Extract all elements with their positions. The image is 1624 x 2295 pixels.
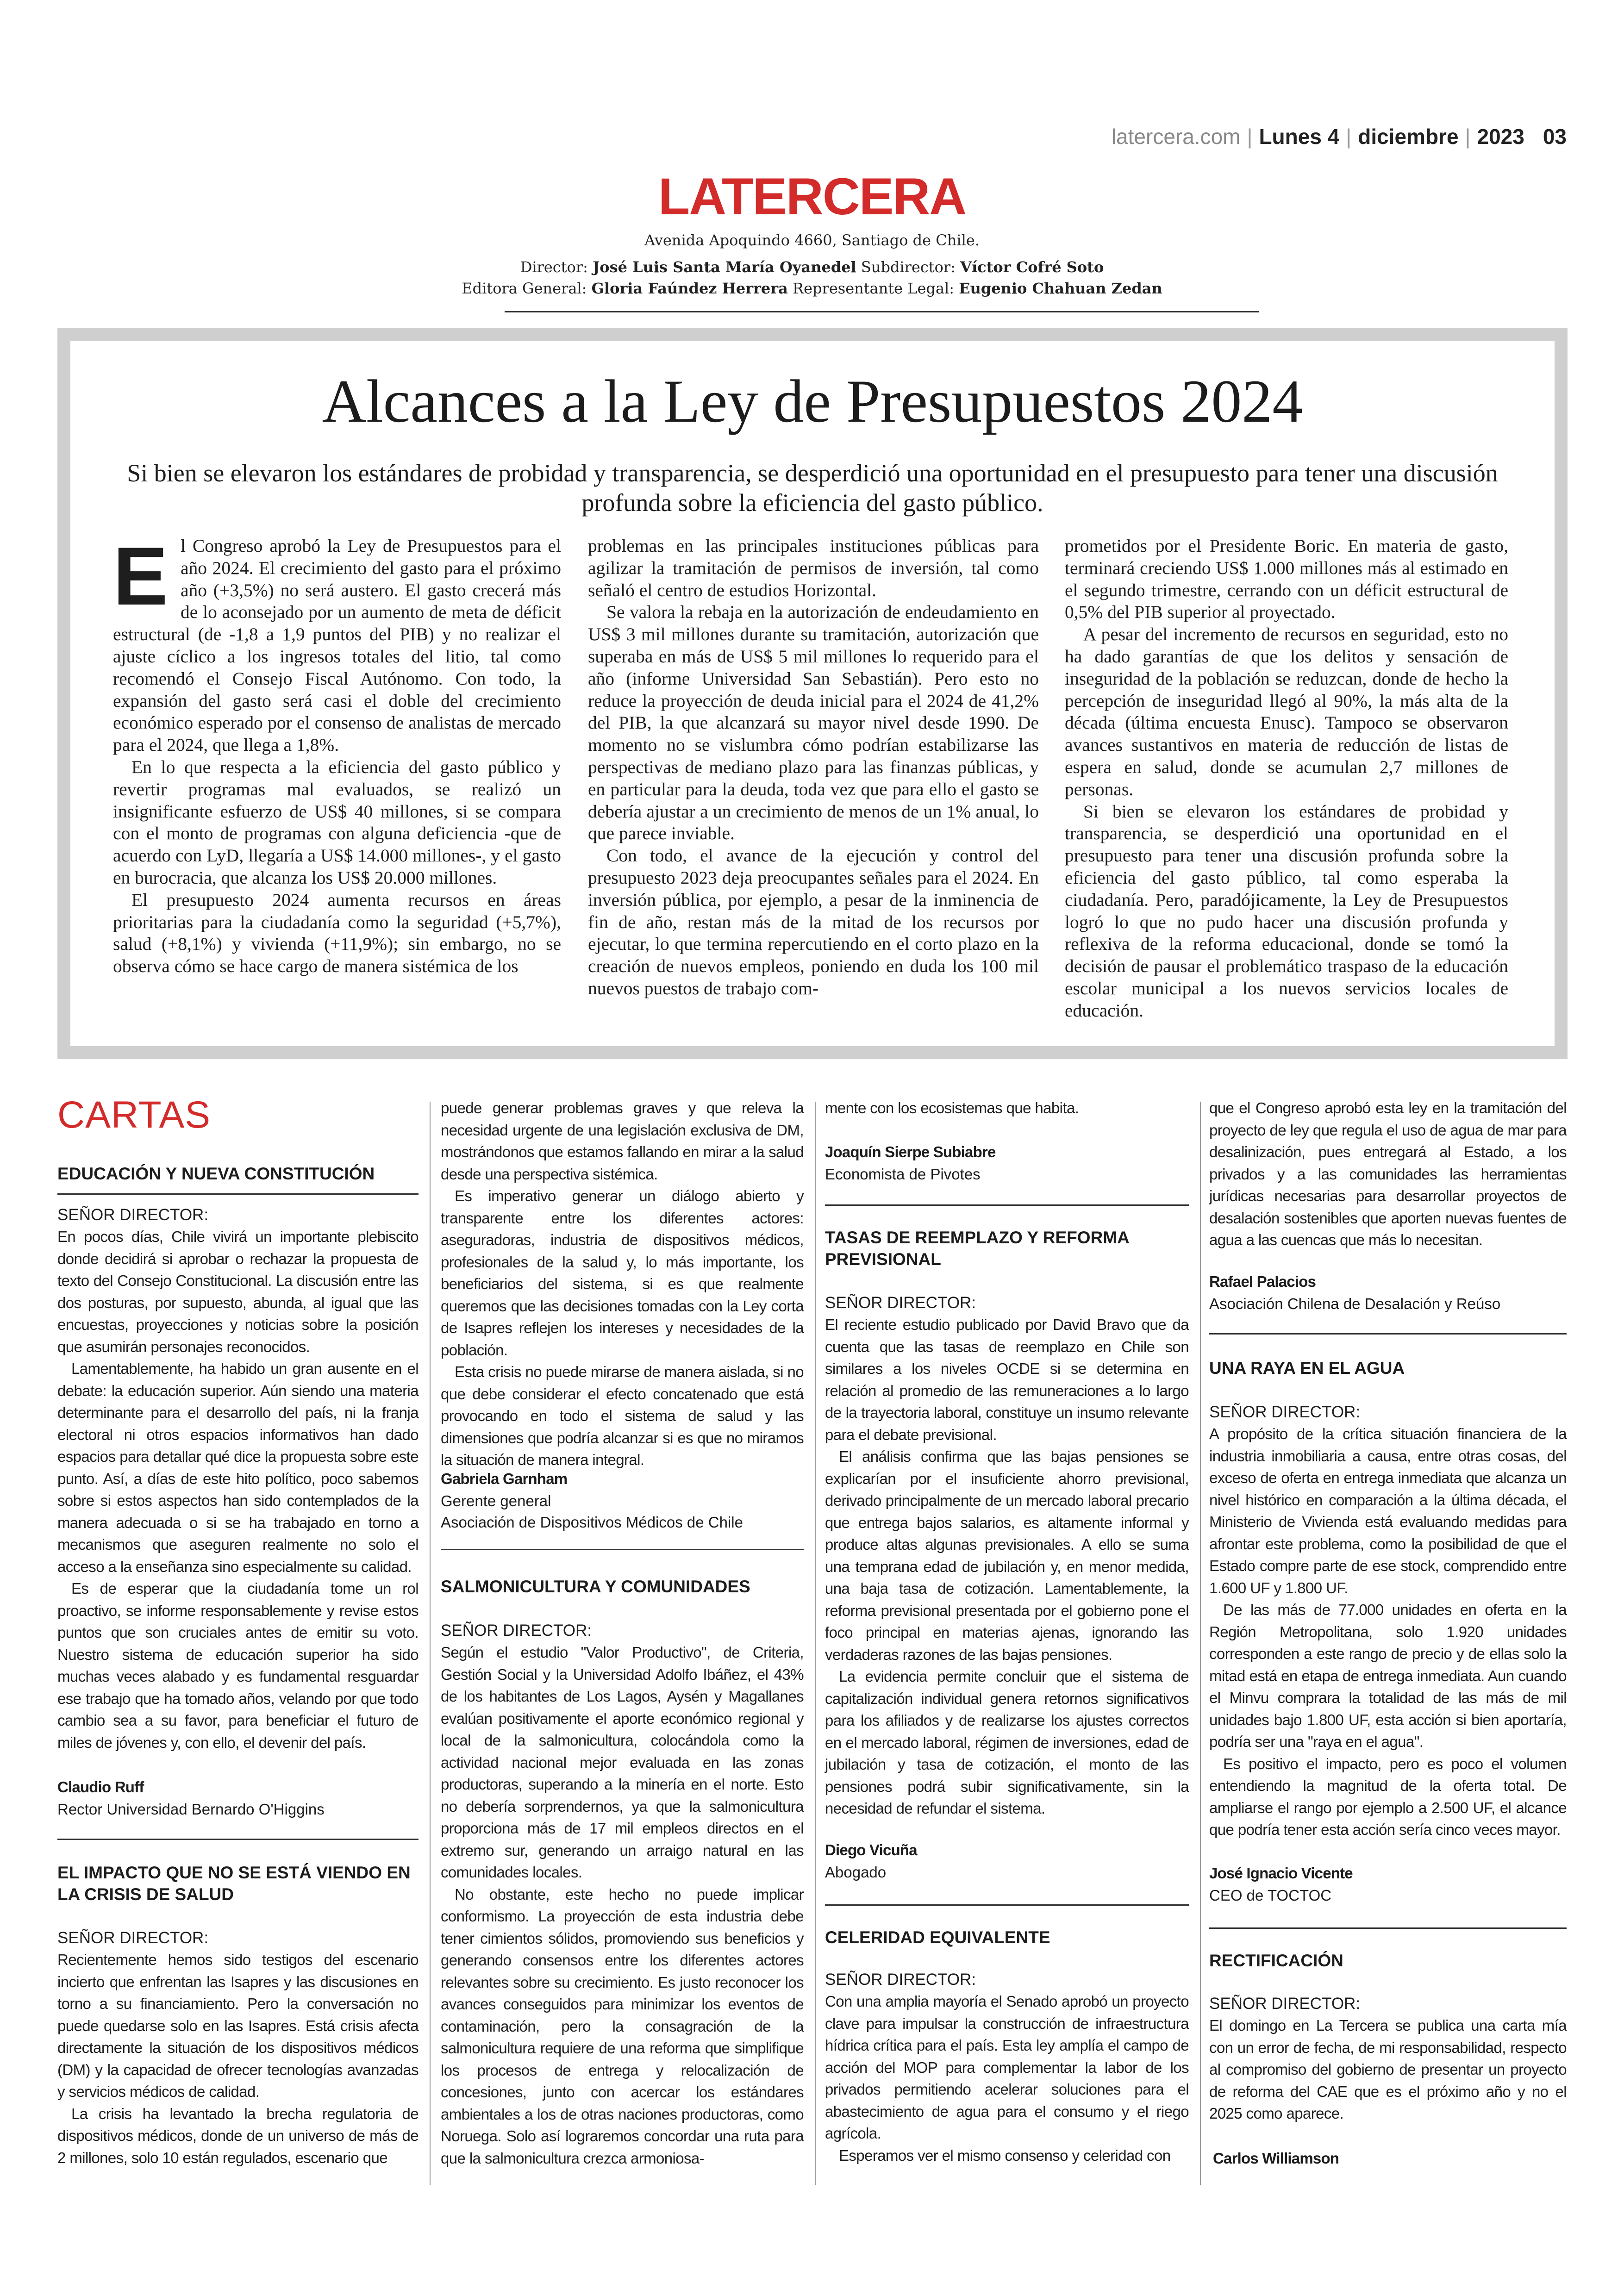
letter-body: Recientemente hemos sido testigos del escenario incierto que enfrentan las Isapres y las discusiones en torno a su financiamiento. Pero la conversación no puede quedarse solo en las Isapres. Está crisis afecta directamente la situación de los dispositivos médicos (DM) y la capacidad de ofrecer tecnologías avanzadas y servicios médicos de calidad. La crisis ha levantado la brecha regulatoria de dispositivos médicos, donde de un universo de más de 2 millones, solo 10 están regulados, escenario que: [57, 1951, 418, 2166]
running-head: latercera.com | Lunes 4 | diciembre | 2023 03: [1111, 125, 1567, 149]
letter-body: Con una amplia mayoría el Senado aprobó un proyecto clave para impulsar la construcción de infraestructura hídrica crítica para el país. Esta ley amplía el campo de acción del MOP para complementar la labor de los privados permitiendo acelerar soluciones para el abastecimiento de agua para el consumo y el riego agrícola. Esperamos ver el mismo consenso y celeridad con: [825, 1993, 1189, 2164]
header-month: diciembre: [1358, 125, 1459, 149]
letter-signer-role: CEO de TOCTOC: [1209, 1887, 1332, 1904]
letter-title: EL IMPACTO QUE NO SE ESTÁ VIENDO EN LA CRISIS DE SALUD: [57, 1863, 411, 1904]
letter-divider: [1209, 1927, 1567, 1929]
subdirector-name: Víctor Cofré Soto: [960, 258, 1104, 276]
letter-body: En pocos días, Chile vivirá un importante plebiscito donde decidirá si aprobar o rechazar la propuesta de texto del Consejo Constitucional. La discusión entre las dos posturas, por supuesto, abunda, al igual que las encuestas, proyecciones y noticias sobre la posición que asumirán personajes reconocidos. Lamentablemente, ha habido un gran ausente en el debate: la educación superior. Aún siendo una materia determinante para el desarrollo del país, ni la franja electoral ni otros espacios informativos han dado espacios para detallar qué dice la propuesta sobre este punto. Así, a días de este hito político, poco sabemos sobre si estos aspectos han sido contemplados de la manera adecuada o si se ha trabajado en torno a mecanismos que aseguren realmente no solo el acceso a la enseñanza sino especialmente su calidad. Es de esperar que la ciudadanía tome un rol proactivo, se informe responsablemente y revise estos puntos que son cruciales antes de emitir su voto. Nuestro sistema de educación superior ha sido muchas veces alabado y es fundamental resguardar ese trabajo que ha tomado años, velando por que todo cambio sea a su favor, para beneficiar el futuro de miles de jóvenes y, con ello, el devenir del país.: [57, 1228, 418, 1751]
letter-signer-role: Abogado: [825, 1864, 887, 1881]
editorial-title: Alcances a la Ley de Presupuestos 2024: [322, 367, 1303, 435]
drop-cap: E: [113, 530, 168, 622]
letter-divider: [57, 1839, 418, 1840]
letter-salutation: SEÑOR DIRECTOR:: [57, 1206, 209, 1224]
letter-title-rule: [57, 1193, 418, 1195]
letter-body: El reciente estudio publicado por David Bravo que da cuenta que las tasas de reemplazo en Chile son similares a los niveles OCDE si se determina en relación al promedio de las remuneraciones a lo largo de la trayectoria laboral, constituye un insumo relevante para el debate previsional. El análisis confirma que las bajas pensiones se explicarían por el insuficiente ahorro previsional, derivado principalmente de un mercado laboral precario que entrega bajos salarios, es altamente informal y produce altas algunas previsionales. A ello se suma una temprana edad de jubilación y, en menor medida, una baja tasa de cotización. Lamentablemente, la reforma previsional presentada por el gobierno pone el foco principal en materias ajenas, ignorando las verdaderas razones de las bajas pensiones. La evidencia permite concluir que el sistema de capitalización individual genera retornos significativos para los afiliados y de realizarse los ajustes correctos en el mercado laboral, régimen de inversiones, edad de jubilación y tasa de cotización, el monto de las pensiones podrá subir significativamente, sin la necesidad de refundar el sistema.: [825, 1316, 1189, 1817]
letter-signer-organization: Asociación de Dispositivos Médicos de Chile: [441, 1514, 743, 1531]
letter-signature: José Ignacio Vicente: [1209, 1865, 1353, 1882]
masthead-director-line: Director: José Luis Santa María Oyanedel Subdirector: Víctor Cofré Soto: [520, 258, 1104, 276]
letter-salutation: SEÑOR DIRECTOR:: [1209, 1995, 1361, 2013]
newspaper-logo: LATERCERA: [658, 168, 966, 225]
letter-salutation: SEÑOR DIRECTOR:: [1209, 1403, 1361, 1421]
editorial-deck: Si bien se elevaron los estándares de probidad y transparencia, se desperdició una oportunidad en el presupuesto para tener una discusión profunda sobre la eficiencia del gasto público.: [127, 459, 1498, 517]
header-day: Lunes 4: [1259, 125, 1340, 149]
letter-title: TASAS DE REEMPLAZO Y REFORMA PREVISIONAL: [825, 1228, 1129, 1269]
editorial-column-3: prometidos por el Presidente Boric. En materia de gasto, terminará creciendo US$ 1.000 millones más al estimado en el segundo trimestre, cerrando con un déficit estructural de 0,5% del PIB superior al proyectado. A pesar del incremento de recursos en seguridad, esto no ha dado garantías de que los delitos y sensación de inseguridad de la población se reduzcan, donde de hecho la percepción de inseguridad llegó al 90%, la más alta de la década (última encuesta Enusc). Tampoco se observaron avances sustantivos en materia de reducción de listas de espera en salud, donde se acumulan 2,7 millones de personas. Si bien se elevaron los estándares de probidad y transparencia, se desperdició una oportunidad en el presupuesto para tener una discusión profunda sobre la eficiencia del gasto público, tal como esperaba la ciudadanía. Pero, paradójicamente, la Ley de Presupuestos logró lo que no pudo hacer una discusión profunda y reflexiva de la reforma educacional, donde se tomó la decisión de pausar el problemático traspaso de la educación escolar municipal a los nuevos servicios locales de educación.: [1065, 536, 1508, 1021]
editorial-column-2: problemas en las principales instituciones públicas para agilizar la tramitación de permisos de inversión, tal como señaló el centro de estudios Horizontal. Se valora la rebaja en la autorización de endeudamiento en US$ 3 mil millones durante su tramitación, autorización que superaba en más de US$ 5 mil millones lo requerido para el año (informe Universidad San Sebastián). Pero esto no reduce la proyección de deuda inicial para el 2024 de 41,2% del PIB, la que alcanzará su mayor nivel desde 1990. De momento no se vislumbra cómo podrían estabilizarse las perspectivas de mediano plazo para las finanzas públicas, y en particular para la deuda, toda vez que para ello el gasto se debería ajustar a un crecimiento de menos de un 1% anual, lo que parece inviable. Con todo, el avance de la ejecución y control del presupuesto 2023 deja preocupantes señales para el 2024. En inversión pública, por ejemplo, a pesar de la inminencia de fin de año, restan más de la mitad de los recursos por ejecutar, lo que termina repercutiendo en el corto plazo en la creación de nuevos empleos, poniendo en duda los 100 mil nuevos puestos de trabajo com-: [588, 536, 1039, 998]
masthead-editor-line: Editora General: Gloria Faúndez Herrera Representante Legal: Eugenio Chahuan Zedan: [462, 280, 1162, 297]
letter-title: CELERIDAD EQUIVALENTE: [825, 1928, 1050, 1947]
letter-body: Según el estudio "Valor Productivo", de Criteria, Gestión Social y la Universidad Adolfo Ibáñez, el 43% de los habitantes de Los Lagos, Aysén y Magallanes evalúan positivamente el aporte económico regional y local de la salmonicultura, colocándola como la actividad nacional mejor evaluada en las zonas productoras, superando a la minería en el norte. Esto no debería sorprendernos, ya que la salmonicultura proporciona más de 17 mil empleos directos en el extremo sur, generando un arraigo natural en las comunidades locales. No obstante, este hecho no puede implicar conformismo. La proyección de esta industria debe tener cimientos sólidos, promoviendo sus beneficios y generando consensos entre los diferentes actores relevantes sobre su crecimiento. Es justo reconocer los avances conseguidos para minimizar los eventos de contaminación, pero la consagración de la salmonicultura requiere de una reforma que simplifique los procesos de entrega y relocalización de concesiones, junto con acercar los estándares ambientales a los de otras naciones productoras, como Noruega. Solo así lograremos concordar una ruta para que la salmonicultura crezca armoniosa-: [441, 1644, 804, 2167]
letter-signature: Joaquín Sierpe Subiabre: [825, 1143, 996, 1160]
letter-title: RECTIFICACIÓN: [1209, 1951, 1343, 1970]
letter-signature: Rafael Palacios: [1209, 1273, 1316, 1290]
letter-divider: [441, 1549, 804, 1550]
column-divider: [815, 1102, 816, 2185]
letter-body: El domingo en La Tercera se publica una carta mía con un error de fecha, de mi responsabilidad, respecto al compromiso del gobierno de presentar un proyecto de reforma del CAE que es el próximo año y no el 2025 como aparece.: [1209, 2017, 1567, 2122]
representante-name: Eugenio Chahuan Zedan: [959, 280, 1162, 297]
letter-title: EDUCACIÓN Y NUEVA CONSTITUCIÓN: [57, 1164, 375, 1183]
letter-title: SALMONICULTURA Y COMUNIDADES: [441, 1577, 750, 1596]
masthead-address: Avenida Apoquindo 4660, Santiago de Chile.: [644, 231, 980, 249]
letter-signature: Carlos Williamson: [1213, 2150, 1339, 2167]
letter-signature: Claudio Ruff: [57, 1778, 144, 1796]
letter-divider: [1209, 1333, 1567, 1335]
letter-body-continued: puede generar problemas graves y que releva la necesidad urgente de una legislación exclusiva de DM, mostrándonos que estamos fallando en mirar a la salud desde una perspectiva sistémica. Es imperativo generar un diálogo abierto y transparente entre los diferentes actores: aseguradoras, industria de dispositivos médicos, profesionales de la salud y, lo más importante, los beneficiarios del sistema, si es que realmente queremos que las decisiones tomadas con la Ley corta de Isapres reflejen los intereses y necesidades de la población. Esta crisis no puede mirarse de manera aislada, si no que debe considerar el efecto concatenado que está provocando en todo el sistema de salud y las dimensiones que podría alcanzar si es que no miramos la situación de manera integral.: [441, 1099, 804, 1468]
director-name: José Luis Santa María Oyanedel: [593, 258, 856, 276]
letter-divider: [825, 1204, 1189, 1206]
letter-salutation: SEÑOR DIRECTOR:: [57, 1929, 209, 1947]
letter-salutation: SEÑOR DIRECTOR:: [441, 1621, 592, 1640]
letter-salutation: SEÑOR DIRECTOR:: [825, 1971, 976, 1989]
letter-signer-role: Rector Universidad Bernardo O'Higgins: [57, 1801, 325, 1818]
column-divider: [1200, 1102, 1201, 2185]
section-heading-cartas: CARTAS: [57, 1094, 211, 1136]
letter-signer-role: Gerente general: [441, 1492, 551, 1509]
letter-divider: [825, 1904, 1189, 1906]
editorial-column-1: El Congreso aprobó la Ley de Presupuestos para el año 2024. El crecimiento del gasto para el próximo año (+3,5%) no será austero. El gasto crecerá más de lo aconsejado por un aumento de meta de déficit estructural (de -1,8 a 1,9 puntos del PIB) y no realizar el ajuste cíclico a los ingresos totales del litio, tal como recomendó el Consejo Fiscal Autónomo. Con todo, la expansión del gasto será casi el doble del crecimiento económico esperado por el consenso de analistas de mercado para el 2024, que llega a 1,8%. En lo que respecta a la eficiencia del gasto público y revertir programas mal evaluados, se realizó un insignificante esfuerzo de US$ 40 millones, si se compara con el monto de programas con alguna deficiencia -que de acuerdo con LyD, llegaría a US$ 14.000 millones-, y el gasto en burocracia, que alcanza los US$ 20.000 millones. El presupuesto 2024 aumenta recursos en áreas prioritarias para la ciudadanía como la seguridad (+5,7%), salud (+8,1%) y vivienda (+11,9%); sin embargo, no se observa cómo se hace cargo de manera sistémica de los: [113, 530, 561, 977]
site-name[interactable]: latercera.com: [1111, 125, 1241, 149]
letter-salutation: SEÑOR DIRECTOR:: [825, 1294, 976, 1312]
column-divider: [430, 1102, 431, 2185]
letter-signer-role: Asociación Chilena de Desalación y Reúso: [1209, 1295, 1501, 1312]
letter-body: A propósito de la crítica situación financiera de la industria inmobiliaria a causa, entre otras cosas, del exceso de oferta en entrega inmediata que alcanza un nivel histórico en comparación a la última década, el Ministerio de Vivienda está evaluando medidas para afrontar este problema, como la posibilidad de que el Estado compre parte de ese stock, comprendido entre 1.600 UF y 1.800 UF. De las más de 77.000 unidades en oferta en la Región Metropolitana, solo 1.920 unidades corresponden a este rango de precio y de ellas solo la mitad está en etapa de entrega inmediata. Aun cuando el Minvu comprara la totalidad de las más de mil unidades bajo 1.800 UF, esta acción si bien aportaría, podría ser una "raya en el agua". Es positivo el impacto, pero es poco el volumen entendiendo la magnitud de la oferta total. De ampliarse el rango por ejemplo a 2.500 UF, el alcance que podría tener esta acción sería cinco veces mayor.: [1209, 1425, 1567, 1838]
editora-name: Gloria Faúndez Herrera: [591, 280, 788, 297]
letter-signer-role: Economista de Pivotes: [825, 1166, 981, 1183]
page-number: 03: [1543, 125, 1567, 149]
letter-title: UNA RAYA EN EL AGUA: [1209, 1359, 1405, 1378]
masthead-divider: [505, 311, 1259, 312]
letter-signature: Gabriela Garnham: [441, 1470, 568, 1487]
letter-body-continued: mente con los ecosistemas que habita.: [825, 1099, 1079, 1116]
header-year: 2023: [1477, 125, 1524, 149]
letter-body-continued: que el Congreso aprobó esta ley en la tramitación del proyecto de ley que regula el uso de agua de mar para desalinización, pues entregará al Estado, a los privados y a las comunidades las herramientas jurídicas necesarias para desarrollar proyectos de desalación sostenibles que aporten nuevas fuentes de agua a las cuencas que más lo necesitan.: [1209, 1099, 1567, 1248]
letter-signature: Diego Vicuña: [825, 1841, 917, 1858]
